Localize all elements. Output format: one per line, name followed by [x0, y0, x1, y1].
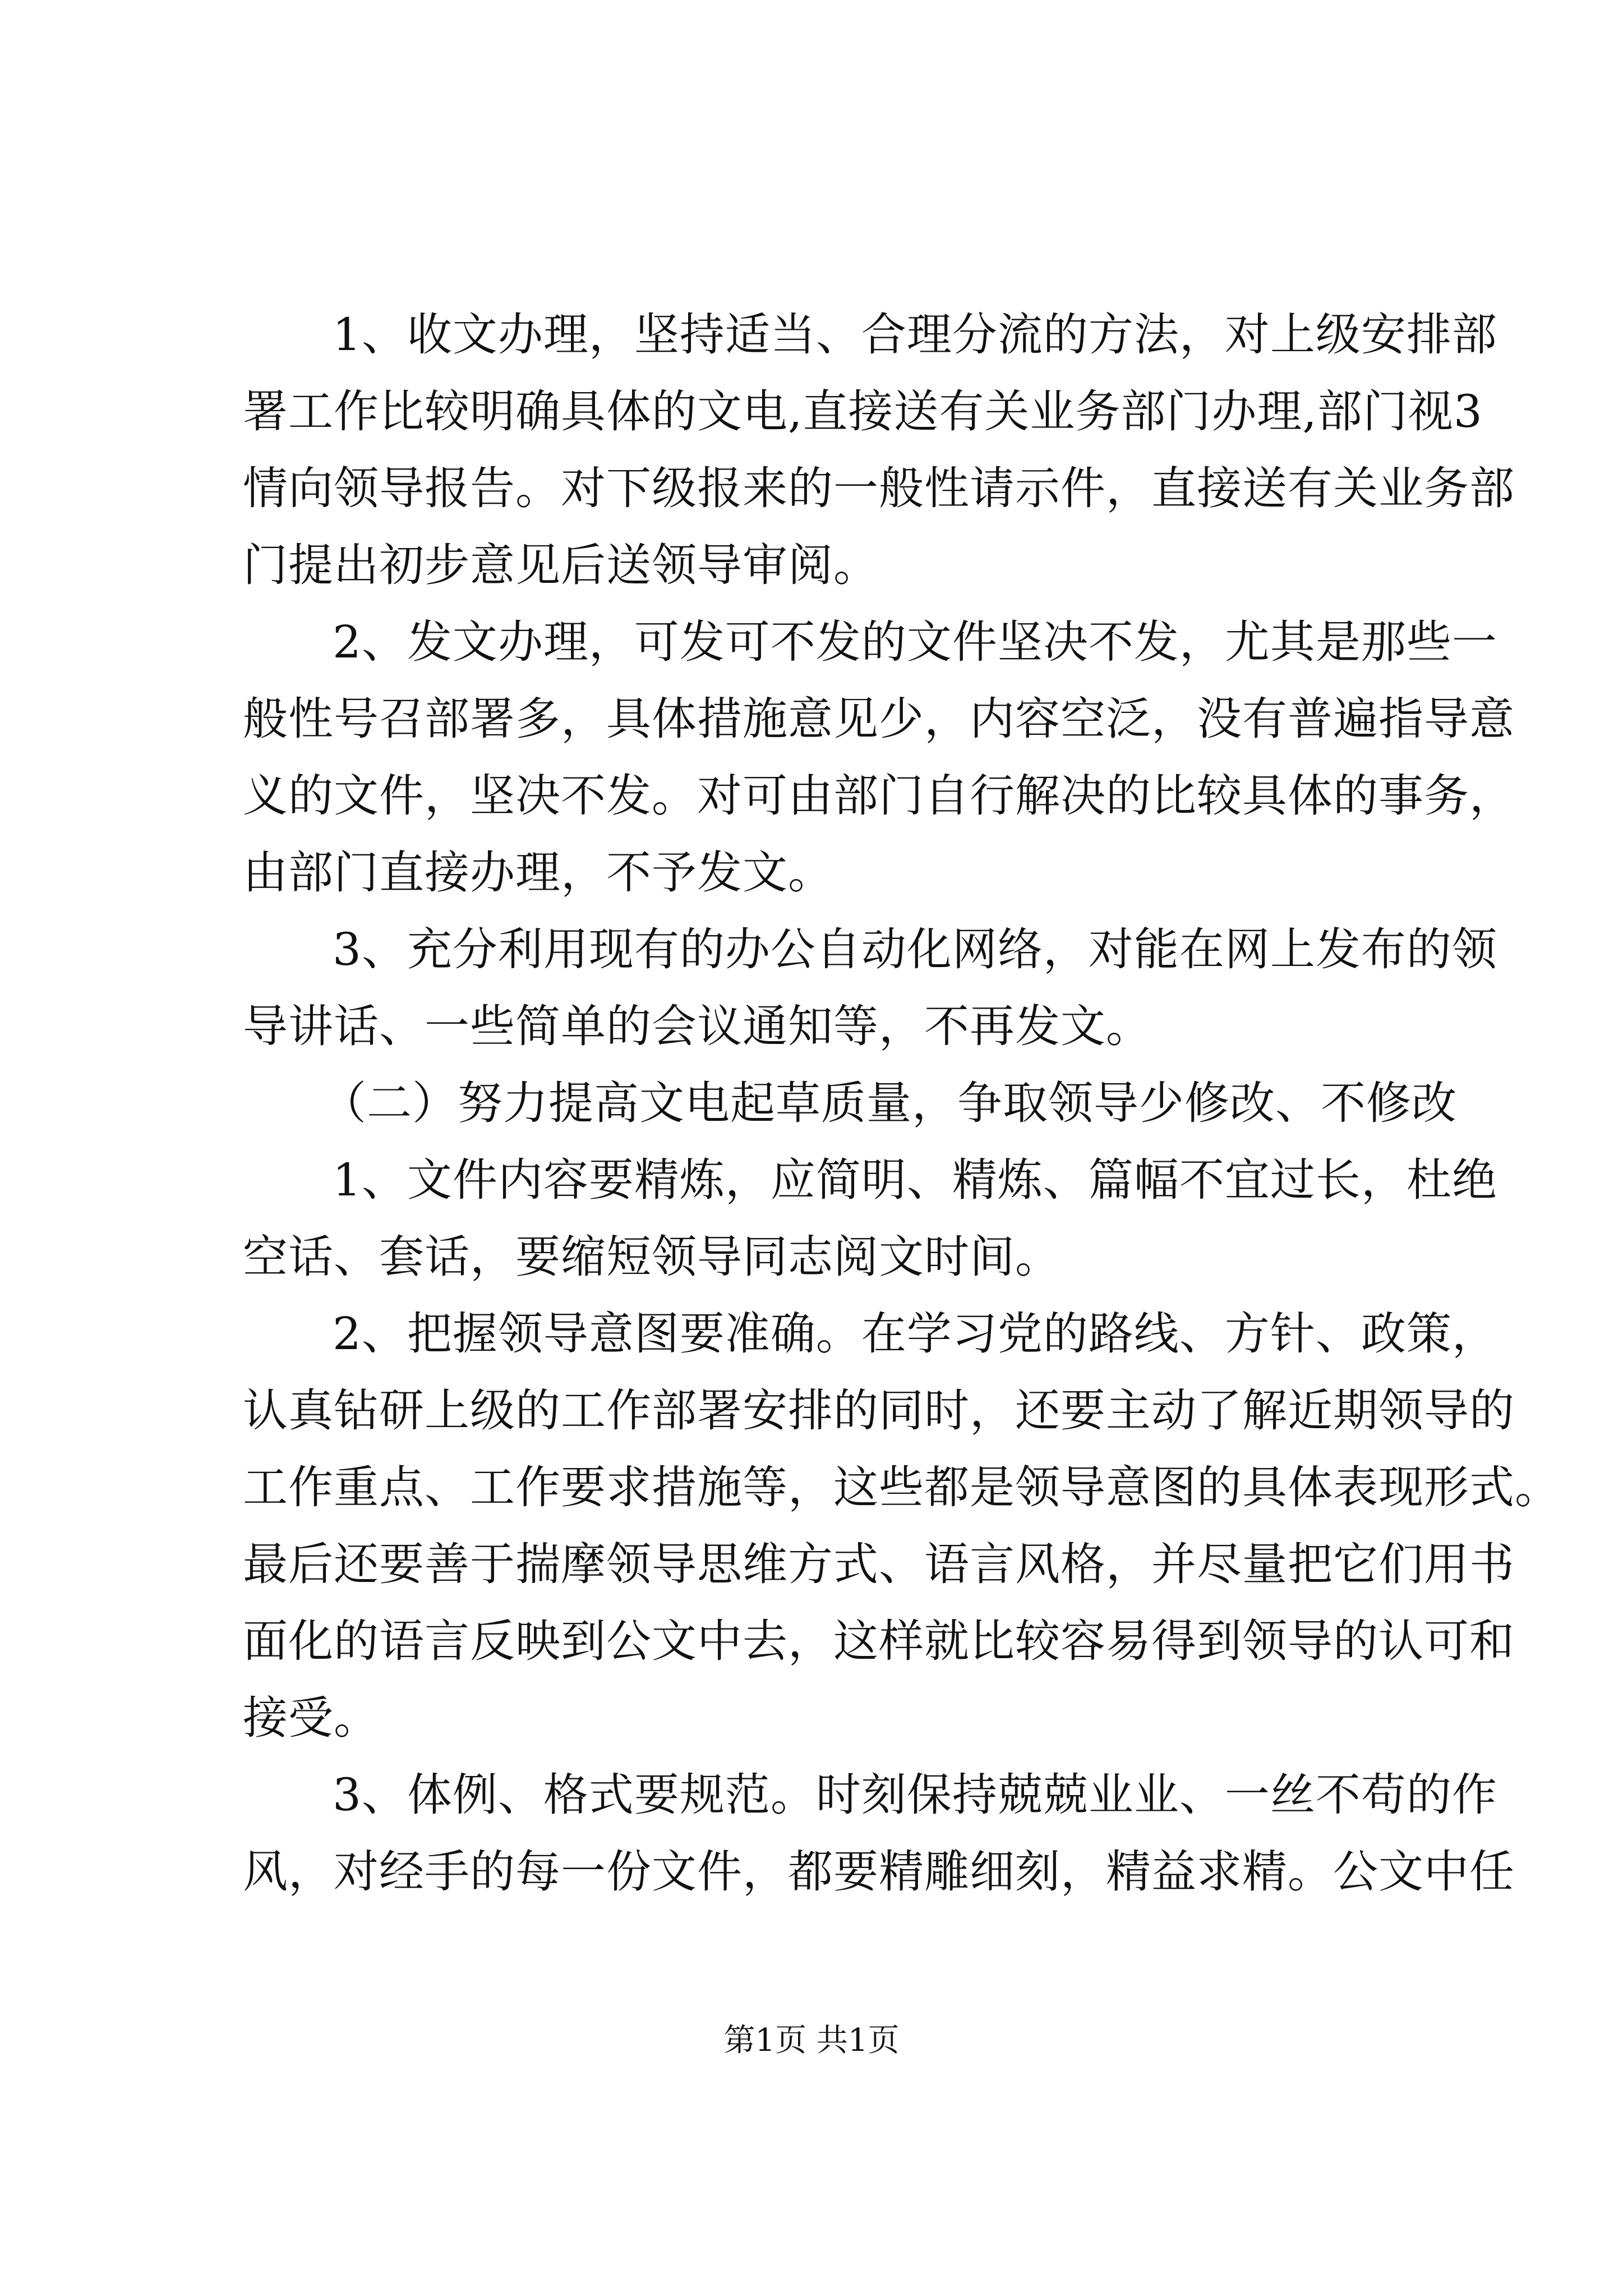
paragraph-line: 义的文件，坚决不发。对可由部门自行解决的比较具体的事务，: [243, 770, 1515, 822]
document-body: [243, 296, 1560, 1910]
paragraph-line: 接受。: [243, 1692, 379, 1744]
paragraph-line: 署工作比较明确具体的文电,直接送有关业务部门办理,部门视3: [243, 385, 1483, 438]
paragraph-line: 门提出初步意见后送领导审阅。: [243, 539, 879, 591]
paragraph-line: 面化的语言反映到公文中去，这样就比较容易得到领导的认可和: [243, 1615, 1515, 1667]
section-heading: （二）努力提高文电起草质量，争取领导少修改、不修改: [321, 1077, 1457, 1129]
paragraph-line: 般性号召部署多，具体措施意见少，内容空泛，没有普遍指导意: [243, 693, 1515, 745]
page-footer: 第1页 共1页: [723, 2022, 900, 2059]
paragraph-line: 认真钻研上级的工作部署安排的同时，还要主动了解近期领导的: [243, 1384, 1515, 1437]
paragraph-line: 风，对经手的每一份文件，都要精雕细刻，精益求精。公文中任: [243, 1846, 1515, 1898]
paragraph-line: 由部门直接办理，不予发文。: [243, 846, 833, 899]
paragraph-line: 2、把握领导意图要准确。在学习党的路线、方针、政策，: [333, 1308, 1497, 1360]
paragraph-line: 情向领导报告。对下级报来的一般性请示件，直接送有关业务部: [243, 462, 1515, 514]
paragraph-line: 2、发文办理，可发可不发的文件坚决不发，尤其是那些一: [333, 616, 1497, 668]
paragraph-line: 3、体例、格式要规范。时刻保持兢兢业业、一丝不苟的作: [333, 1769, 1497, 1821]
paragraph-line: 导讲话、一些简单的会议通知等，不再发文。: [243, 1000, 1151, 1052]
paragraph-line: 空话、套话，要缩短领导同志阅文时间。: [243, 1231, 1061, 1283]
paragraph-line: 3、充分利用现有的办公自动化网络，对能在网上发布的领: [333, 923, 1497, 976]
paragraph-line: 1、收文办理，坚持适当、合理分流的方法，对上级安排部: [333, 309, 1497, 361]
paragraph-line: 1、文件内容要精炼，应简明、精炼、篇幅不宜过长，杜绝: [333, 1154, 1497, 1206]
paragraph-line: 最后还要善于揣摩领导思维方式、语言风格，并尽量把它们用书: [243, 1538, 1515, 1590]
paragraph-line: 工作重点、工作要求措施等，这些都是领导意图的具体表现形式。: [243, 1461, 1560, 1513]
